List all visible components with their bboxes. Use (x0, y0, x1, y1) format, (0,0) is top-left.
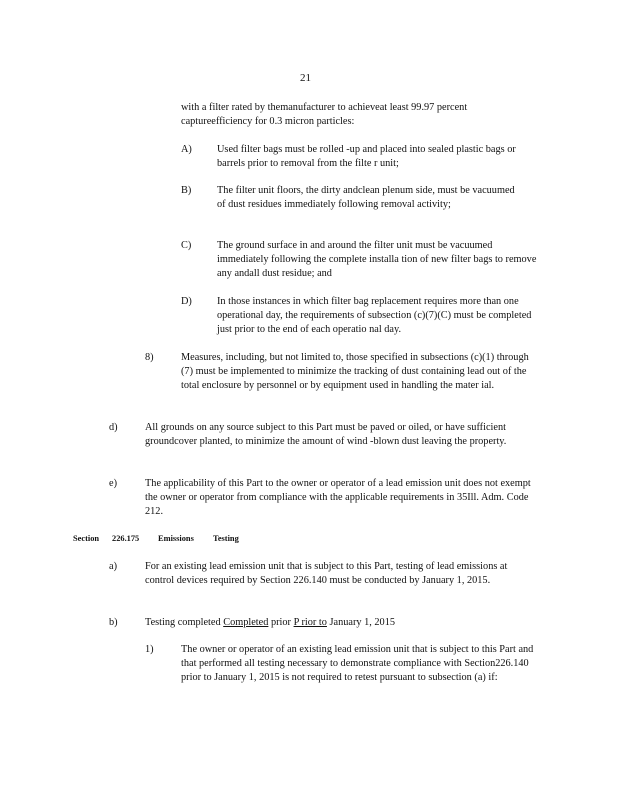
item-d-label: d) (109, 422, 118, 433)
section-title-emissions: Emissions (158, 534, 194, 543)
section-word: Section (73, 534, 100, 543)
item-b2-text-post: January 1, 2015 (326, 617, 395, 628)
item-b-text: The filter unit floors, the dirty andclean plenum side, must be vacuumed of dust residues immediately following removal activity; (217, 185, 515, 210)
item-1-label: 1) (145, 644, 154, 655)
item-a-label: A) (181, 144, 192, 155)
item-d-sub-text: In those instances in which filter bag replacement requires more than one operational day, the requirements of subsection (c)(7)(C) must be completed just prior to the end of each operatio nal day. (217, 296, 532, 335)
item-a2-label: a) (109, 561, 117, 572)
item-1-text: The owner or operator of an existing lead emission unit that is subject to this Part and that performed all testing necessary to demonstrate compliance with Section226.140 prior to January 1, 2015 is not required to retest pursuant to subsection (a) if: (181, 644, 534, 683)
section-title-testing: Testing (213, 534, 239, 543)
item-8-text: Measures, including, but not limited to, those specified in subsections (c)(1) through (7) must be implemented to minimize the tracking of dust containing lead out of the total enclosure by personnel or by equipment used in handling the mater ial. (181, 352, 529, 391)
continuation-text: with a filter rated by themanufacturer to achieveat least 99.97 percent captureefficiency for 0.3 micron particles: (181, 102, 468, 127)
section-number: 226.175 (112, 534, 140, 543)
item-e-label: e) (109, 478, 117, 489)
item-d-sub-label: D) (181, 296, 192, 307)
item-b2-text-mid: prior (268, 617, 294, 628)
item-8-label: 8) (145, 352, 154, 363)
item-b-label: B) (181, 185, 192, 196)
item-a2-text: For an existing lead emission unit that is subject to this Part, testing of lead emissions at control devices required by Section 226.140 must be conducted by January 1, 2015. (145, 561, 508, 586)
page-number: 21 (300, 72, 311, 84)
item-e-text: The applicability of this Part to the owner or operator of a lead emission unit does not exempt the owner or operator from compliance with the applicable requirements in 35Ill. Adm. Code 212. (145, 478, 531, 517)
item-c-label: C) (181, 240, 192, 251)
item-b2-underlined-prior-to: P rior to (293, 617, 327, 628)
item-b2-text (145, 616, 538, 630)
item-b2-text-pre: Testing completed (145, 617, 224, 628)
item-c-text: The ground surface in and around the filter unit must be vacuumed immediately following the complete installa tion of new filter bags to remove any andall dust residue; and (217, 240, 537, 279)
item-b2-label: b) (109, 617, 118, 628)
item-a-text: Used filter bags must be rolled -up and placed into sealed plastic bags or barrels prior to removal from the filte r unit; (217, 144, 516, 169)
item-d-text: All grounds on any source subject to this Part must be paved or oiled, or have sufficient groundcover planted, to minimize the amount of wind -blown dust leaving the property. (145, 422, 507, 447)
item-b2-underlined-completed: Completed (223, 617, 269, 628)
